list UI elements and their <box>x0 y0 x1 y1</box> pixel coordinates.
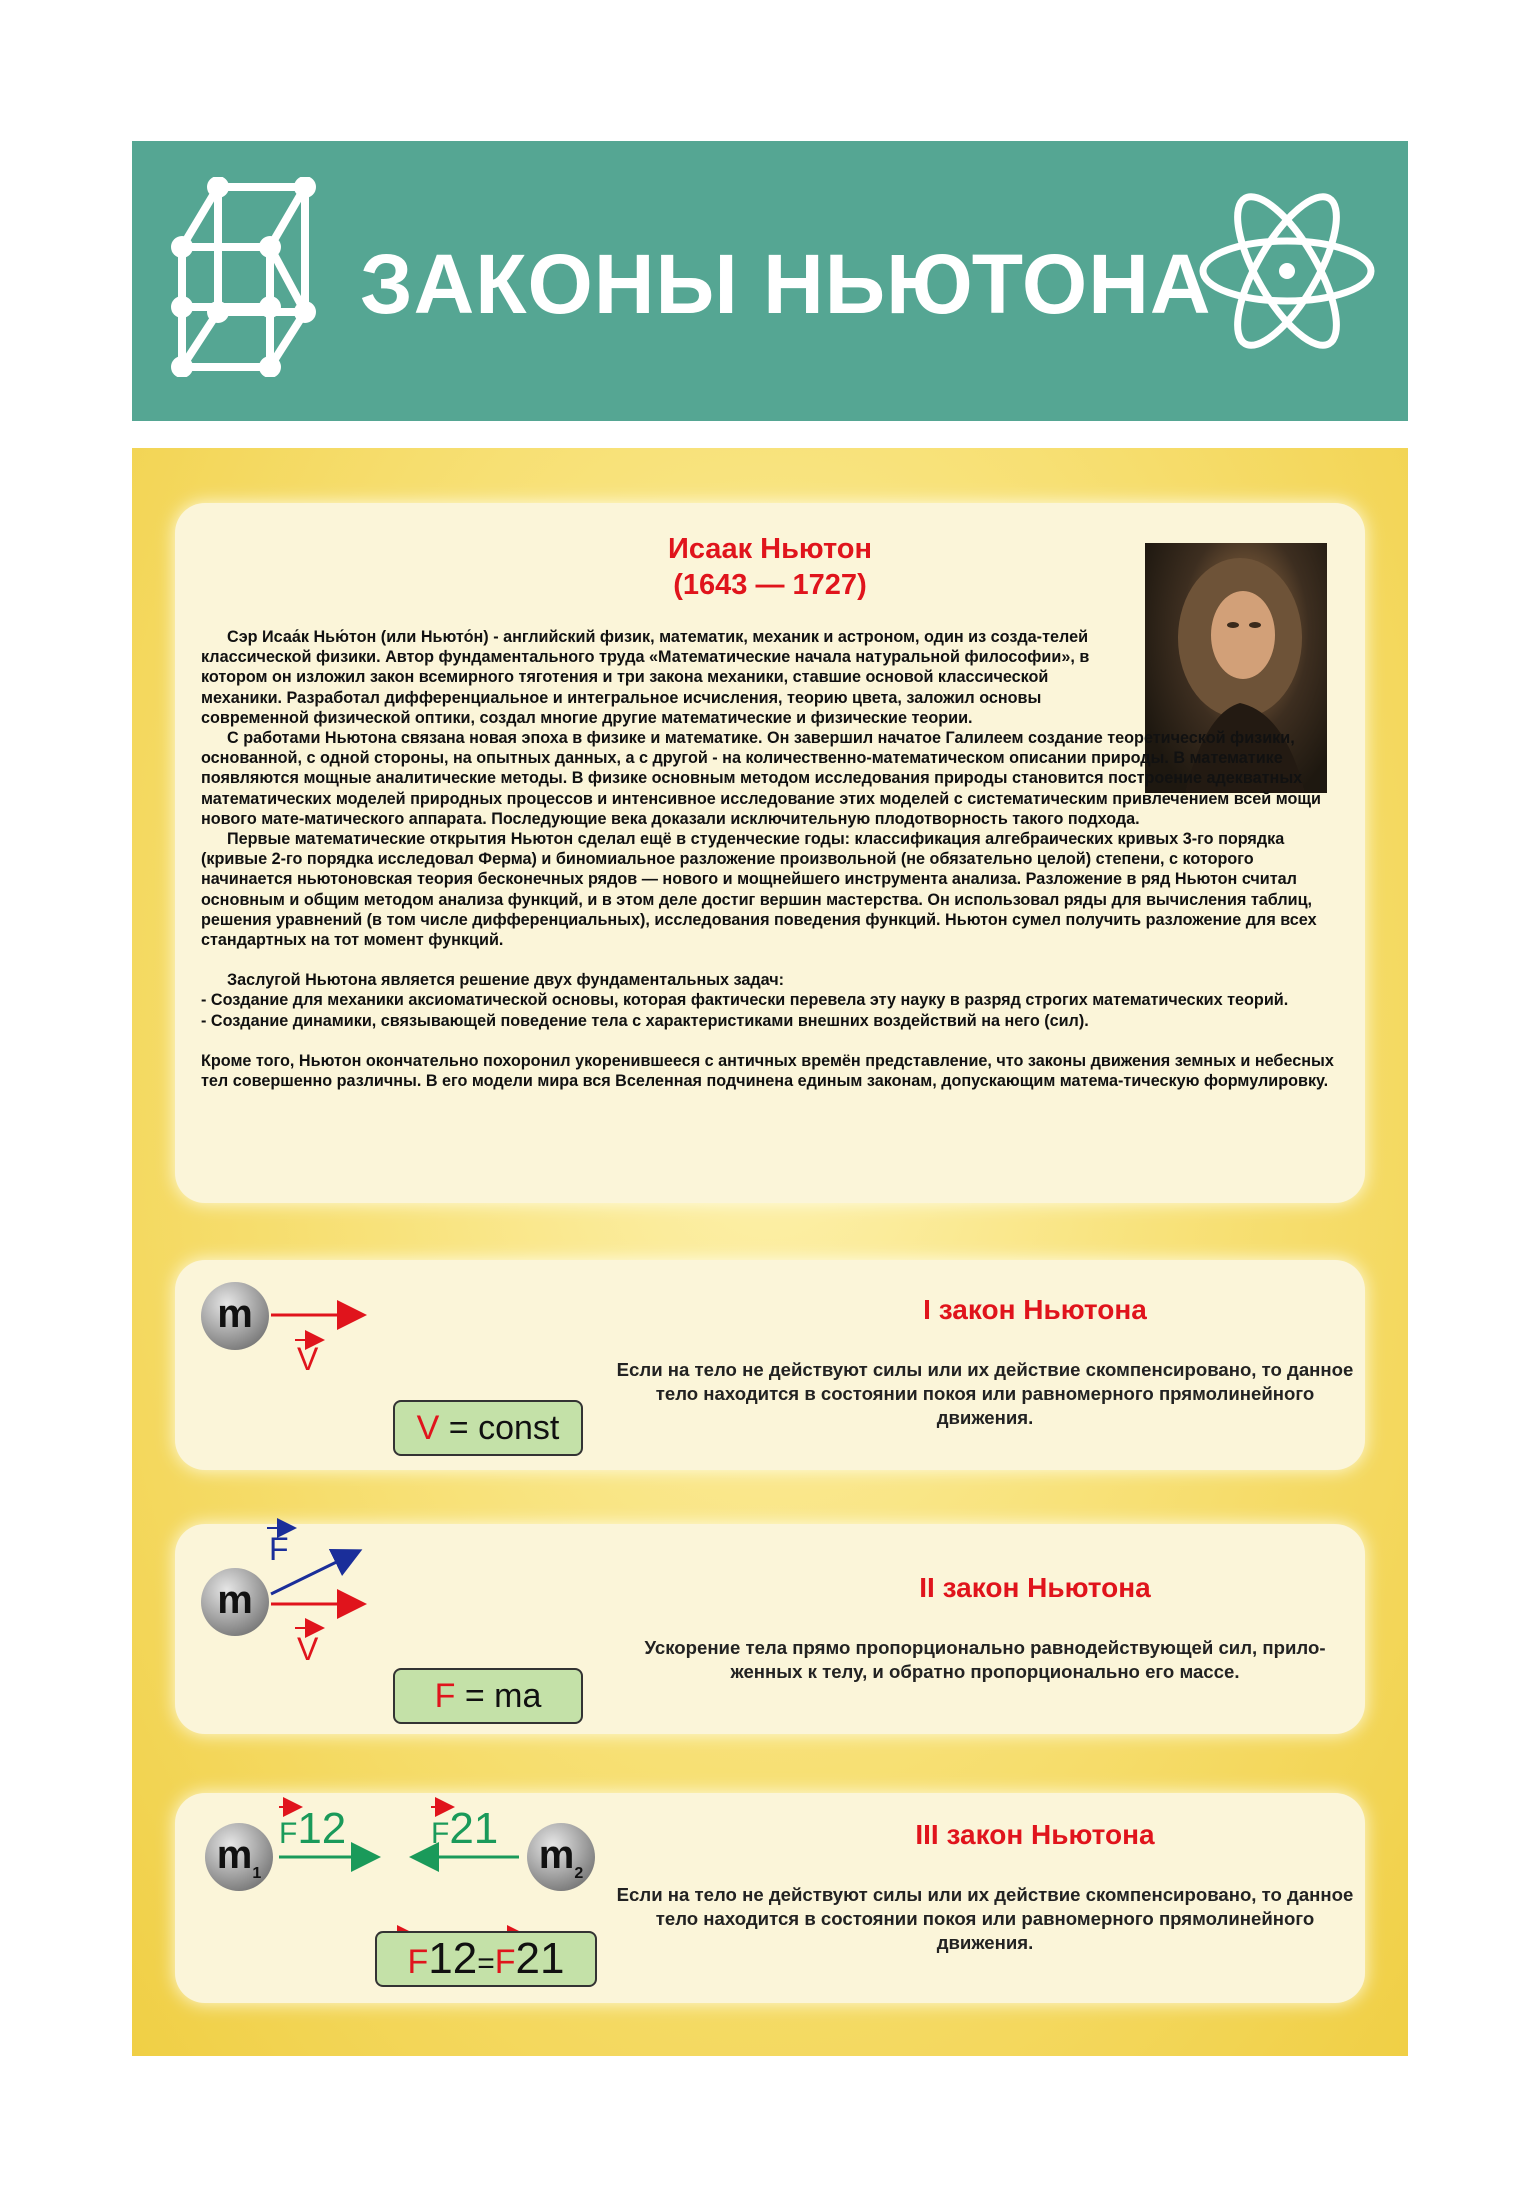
page-title: ЗАКОНЫ НЬЮТОНА <box>360 237 1212 331</box>
third-law-card <box>175 1793 1365 2003</box>
merit-item: - Создание для механики аксиоматической основы, которая фактически перевела эту науку в разряд строгих математических теорий. <box>201 991 1289 1010</box>
law-description: Если на тело не действуют силы или их действие скомпенсировано, то данное тело находится в состоянии покоя или равномерного прямолинейного движения. <box>616 1884 1354 1953</box>
merit-item: - Создание динамики, связывающей поведение тела с характеристиками внешних воздействий на него (сил). <box>201 1011 1089 1030</box>
law-title: I закон Ньютона <box>923 1294 1147 1325</box>
atom-icon <box>1198 191 1376 351</box>
law-description: Если на тело не действуют силы или их действие скомпенсировано, то данное тело находится в состоянии покоя или равномерного прямолинейного движения. <box>616 1359 1354 1428</box>
velocity-label: V <box>297 1631 319 1667</box>
biography-text <box>201 627 1346 1091</box>
third-law-formula: F12=F21 <box>375 1931 597 1987</box>
bio-paragraph-1: Сэр Исаа́к Нью́тон (или Ньюто́н) - английский физик, математик, механик и астроном, один из созда-телей классической физики. Автор фундаментального труда «Математические начала натуральной философии», в котором он изложил закон всемирного тяготения и три закона механики, ставшие основой классической механики. Разработал дифференциальное и интегральное исчисления, теорию цвета, заложил основы современной физической оптики, создал многие другие математические и физические теории. <box>201 628 1090 727</box>
biography-card <box>175 503 1365 1203</box>
mass-ball: m <box>201 1282 269 1350</box>
second-law-card <box>175 1524 1365 1734</box>
bio-closing: Кроме того, Ньютон окончательно похоронил укоренившееся с античных времён представление, что законы движения земных и небесных тел совершенно различны. В его модели мира вся Вселенная подчинена единым законам, допускающим матема-тическую формулировку. <box>201 1051 1334 1091</box>
person-name: Исаак Ньютон <box>667 533 873 565</box>
mass-ball-2: $m_2$ <box>527 1823 595 1891</box>
mass-ball-1: $m_1$ <box>205 1823 273 1891</box>
first-law-formula: V = const <box>393 1400 583 1456</box>
law-title: III закон Ньютона <box>915 1819 1155 1850</box>
header-banner <box>132 141 1408 421</box>
life-years: (1643 — 1727) <box>673 569 867 601</box>
force-21-label: F21 <box>431 1804 499 1853</box>
crystal-lattice-icon <box>170 177 320 377</box>
law-description: Ускорение тела прямо пропорционально равнодействующей сил, прило-женных к телу, и обратно пропорционально его массе. <box>644 1637 1326 1682</box>
bio-paragraph-3: Первые математические открытия Ньютон сделал ещё в студенческие годы: классификация алгебраических кривых 3-го порядка (кривые 2-го порядка исследовал Ферма) и биномиальное разложение произвольной (не обязательно целой) степени, с которого начинается ньютоновская теория бесконечных рядов — нового и мощнейшего инструмента анализа. Разложение в ряд Ньютон считал основным и общим методом анализа функций, и в этом деле достиг вершин мастерства. Он использовал ряды для вычисления таблиц, решения уравнений (в том числе дифференциальных), исследования поведения функций. Ньютон сумел получить разложение для всех стандартных на тот момент функций. <box>201 830 1317 950</box>
mass-ball: m <box>201 1568 269 1636</box>
poster-body <box>132 448 1408 2056</box>
law-title: II закон Ньютона <box>919 1572 1151 1603</box>
force-label: F <box>269 1531 289 1567</box>
bio-paragraph-2: С работами Ньютона связана новая эпоха в физике и математике. Он завершил начатое Галилеем создание теоретической физики, основанной, с одной стороны, на опытных данных, а с другой - на количественно-математическом описании природы. В математике появляются мощные аналитические методы. В физике основным методом исследования природы становится построение адекватных математических моделей природных процессов и интенсивное исследование этих моделей с систематическим привлечением всей мощи нового мате-матического аппарата. Последующие века доказали исключительную плодотворность такого подхода. <box>201 729 1321 828</box>
second-law-formula: F = ma <box>393 1668 583 1724</box>
velocity-label: V <box>297 1341 319 1377</box>
merits-intro: Заслугой Ньютона является решение двух фундаментальных задач: <box>227 971 785 990</box>
force-12-label: F12 <box>279 1804 347 1853</box>
first-law-card <box>175 1260 1365 1470</box>
